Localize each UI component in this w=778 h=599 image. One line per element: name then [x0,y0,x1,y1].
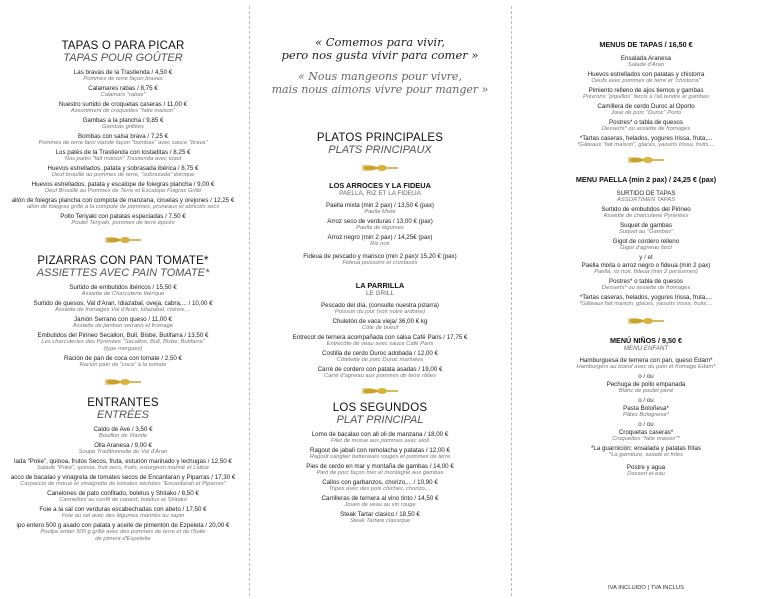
menu-item: Pasta Boloñesa* Pâtes Bolognese* [622,405,670,418]
menu-item: Postres* o tabla de quesos Desserts* ou assiette de fromages [601,278,691,291]
pizarras-list [0,284,246,369]
menu-item: lada "Poke", quinoa, frutos Secos, fruta, esturión marinado y lechugas / 12,50 € Salade "Poké", quinoa, fruit secs, fruits, esturgeon mariné et Laitue [14,458,232,471]
entrantes-subtitle: ENTRÉES [97,409,149,421]
menu-item: Ración de pan de coca con tomate / 2,50 € Ración pain de "coca" à la tomate [64,355,182,368]
platos-subtitle: PLATS PRINCIPAUX [328,144,432,156]
menu-item: Croquetas caseras* Croquettes "faite maison"* [612,429,680,442]
spoon-fork-icon [360,161,400,175]
quote-french-line2: mais nous aimons vivre pour manger » [271,83,489,96]
arroces-list [252,202,508,267]
menu-item: SURTIDO DE TAPAS ASSORTIMEN TAPAS [616,190,676,203]
menu-item: Paella mixta o arroz negro o fideua (min 2 pax) Paella, riz noir, fideua (min 2 personnes) [581,262,711,275]
quote-spanish-line1: « Comemos para vivir, [315,35,445,49]
spoon-fork-icon [626,153,666,167]
menu-item: Paella mixta (min 2 pax) / 13,50 € (pax) Paella Mixte [326,202,434,215]
pizarras-title: PIZARRAS CON PAN TOMATE* [37,255,209,267]
tapas-menu-title: MENUS DE TAPAS / 16,50 € [599,40,693,49]
menu-item: *Tartas caseras, helados, yogures Irissa, fruta,... *Gâteaux fait maison, glaces, yaourts Irissa, fruits,... [579,294,713,307]
separator-or: o / ou [638,421,654,428]
menu-item: Arroz negro (min 2 pax) / 14,25€ (pax) Riz noir [327,234,433,247]
entrantes-title: ENTRANTES [87,397,159,409]
tapas-list [0,69,246,227]
segundos-subtitle: PLAT PRINCIPAL [336,414,424,426]
menu-item: Las bravas de la Trastienda / 4,50 € Pommes de terre façon bravas [73,69,173,82]
paella-menu-list [514,190,778,308]
menu-item: Surtido de quesos, Val d'Aran, Idiazabal, oveja, cabra,... / 10,00 € Assiette de fromages Val d'Aran, Idiazabal, chèvre,... [33,300,213,313]
menu-item: Surtido de embutidos del Pirineo Assiette de charcuterie Pyrénées [601,206,691,219]
menu-item: Fideua de pescado y marisco (min 2 pax)/ 15,20 € (pax) Fideua poissons et crustacés [303,253,457,266]
entrantes-list [0,426,246,543]
menu-item: Pies de cerdo en mar y montaña de gambas / 14,00 € Pied de porc façon mer et montagne aux gambas [306,463,454,476]
menu-item: Embutidos del Pirineo Secallon, Bull, Bisbe, Butifarra / 13,50 € Les charcuteries des Pyrénées "Secallon, Bull, Bisbe, Butifarra" (type merguez) [37,332,209,352]
menu-item: Nuestro surtido de croquetas caseras / 11,00 € Assortiment de croquettes "faite maison" [58,101,188,114]
menu-item: Postre y agua Dessert et eau [626,464,666,477]
menu-item: Pollo Teriyaki con patatas especiadas / 7,50 € Poulet Teriyaki, pommes de terre épicés [60,213,186,226]
menu-item: Carré de cordero con patata asadas / 19,00 € Carré d'agneau aux pommes de terre rôties [317,366,443,379]
quote-french-line1: « Nous mangeons pour vivre, [298,70,462,83]
menu-item: Gigot de cordero relleno Gigot d'agneau farci [612,238,680,251]
segundos-list [252,431,508,525]
menu-item: *Tartas caseras, helados, yogures Irissa, fruta,... *Gâteaux "fait maison", glaces, yaourts Irissa, fruits,... [577,135,715,148]
column-center [252,0,508,599]
tax-footer: IVA INCLUIDO | TVA INCLUS [608,585,684,591]
separator-and: y / et [639,254,653,261]
spoon-fork-icon [360,384,400,398]
menu-item: Pechuga de pollo empanada Blanc de poulet pané [606,381,686,394]
arroces-subtitle: PAELLA, RIZ ET LA FIDEUA [339,190,421,197]
tapas-title: TAPAS O PARA PICAR [61,40,185,52]
menu-item: Foie a la sal con verduras escabechadas con abeto / 17,50 € Foie au sel avec des légumes marinés au sapin [39,506,207,519]
spoon-fork-icon [626,314,666,328]
menu-item: Steak Tartar clasico / 18,50 € Steak Tartare classique [340,511,420,524]
menu-item: allón de foiegras plancha con compota de manzana, ciruelas y orejones / 12,25 € allon de foiegras grillé à la compote de pommes, pruneaux et abricots secs [11,197,235,210]
menu-item: Huevos estrellados con patatas y chistorra Oeufs avec pommes de terre et "chistorra" [587,71,705,84]
column-left [0,0,246,599]
menu-item: Caldo de Ave / 3,50 € Bouillon de Viande [93,426,153,439]
menu-item: Bombas con salsa brava / 7,25 € Pommes de terre farci viande façon "bombas" avec sauce "brava" [38,133,208,146]
menu-item: Arroz seco de verduras / 13,00 € (pax) Paella de légumes [327,218,433,231]
parrilla-title: LA PARRILLA [355,281,405,290]
menu-item: Calamares rabas / 8,75 € Calamars "rabas" [88,85,158,98]
menu-item: Chuletón de vaca vieja/ 36,00 € kg Côte de boeuf [332,318,428,331]
segundos-title: LOS SEGUNDOS [332,402,428,414]
menu-item: *La guarnición: ensalada y patatas fritas *La garniture, salade et frites [590,445,702,458]
menu-item: Gambas a la plancha / 9,85 € Gambas grillées [82,117,164,130]
menu-item: Costilla de cerdo Duroc adobada / 12,00 € Côtelette de porc Duroc marinées [322,350,438,363]
ninos-menu-list [514,357,778,478]
separator-or: o / ou [638,373,654,380]
pizarras-subtitle: ASSIETTES AVEC PAIN TOMATE* [36,267,210,279]
menu-item: Ensalada Aranesa Salade d'Aran [620,55,672,68]
menu-item: Suquet de gambas Suquet au "Gambas" [618,222,674,235]
parrilla-subtitle: LE GRILL [365,290,395,297]
platos-title: PLATOS PRINCIPALES [316,132,444,144]
menu-item: Surtido de embutidos ibéricos / 15,50 € Assiette de Charcuterie Ibérique [69,284,177,297]
menu-item: Pimiento relleno de ajos tiernos y gambas Poivrons "piquillos" farcis à l'ail tendre et gambas [582,87,710,100]
menu-item: Pescado del día, (consulte nuestra pizarra) Poisson du jour (voir notre ardoise) [321,302,439,315]
spoon-fork-icon [103,233,143,247]
tapas-menu-list [514,55,778,149]
menu-item: Canelones de pato confitado, boletus y Shitako / 8,50 € Cannelloni au confit de canard, boletus et Shitako [47,490,199,503]
menu-item: Camillera de cerdo Duroc al Oporto Joue de porc "Duroc" Porto [597,103,695,116]
parrilla-list [252,302,508,380]
menu-item: Los patés de la Trastienda con tostaditas / 8,25 € Nos patés "fait maison" Trastienda avec toast [55,149,191,162]
quote-spanish-line2: pero nos gusta vivir para comer » [281,48,479,62]
ninos-menu-title: MENÚ NIÑOS / 9,50 € [610,336,682,345]
ninos-menu-subtitle: MENU ENFANT [623,345,669,352]
menu-item: Olla Aranesa / 9,00 € Soupe Traditionnelle du Val d'Aran [78,442,168,455]
menu-item: Huevos estrellados, patata y sobrasada ibérica / 8,75 € Oeuf brouillé au pommes de terre, "sobrasada" ibérique [47,165,199,178]
tapas-subtitle: TAPAS POUR GOÛTER [63,52,183,64]
menu-item: acco de bacalao y vinagreta de tomates secos de Encantaran y Piparras / 17,30 € Carpaccio de morue et vinaigrette de tomates séchées "Encantaran et Piparras" [10,474,236,487]
menu-item: Entrecot de ternera acompañada con salsa Café Paris / 17,75 € Entrecôte de veau avec sauce Café Paris [292,334,468,347]
separator-or: o / ou [638,397,654,404]
menu-item: Carrilleras de ternera al vino tinto / 14,50 € Joues de veau au vin rouge [321,495,439,508]
menu-item: Ragout de jabalí con remolacha y patatas / 12,00 € Ragoût sanglier betteraves rouges et pommes de terre [309,447,451,460]
menu-item: Lomo de bacalao con all oli de manzana / 18,00 € Filet de morue aux pommes avec aïoli [311,431,449,444]
menu-item: Jamón Serrano con queso / 11,00 € Assiette de jambon serrano et fromage [73,316,173,329]
column-right [514,0,778,599]
menu-item: ipo entero 500 g asado con patata y aceite de pimentón de Ezpeleta / 20,00 € Poulpe entier 500 g grillé avec des pommes de terre et de l'huile de piment d'Espelette [16,522,230,542]
menu-item: Huevos estrellados, patata y escalope de foiegras plancha / 9,00 € Oeuf Brouillé au Pommes de Terre et Escalope Foigras Grillé [31,181,215,194]
menu-item: Postres* o tabla de quesos Desserts* ou assiette de fromages [601,119,691,132]
paella-menu-title: MENU PAELLA (min 2 pax) / 24,25 € (pax) [575,175,717,184]
menu-item: Hamburguesa de ternera con pan, queso Edam* Hamburgers au boeuf avec du pain et fromage Edam* [576,357,716,370]
spoon-fork-icon [103,375,143,389]
menu-item: Callos con garbanzos, chorizo,... / 10,90 € Tripes avec des pois chiches, chorizo,... [322,479,438,492]
arroces-title: LOS ARROCES Y LA FIDEUA [329,181,431,190]
